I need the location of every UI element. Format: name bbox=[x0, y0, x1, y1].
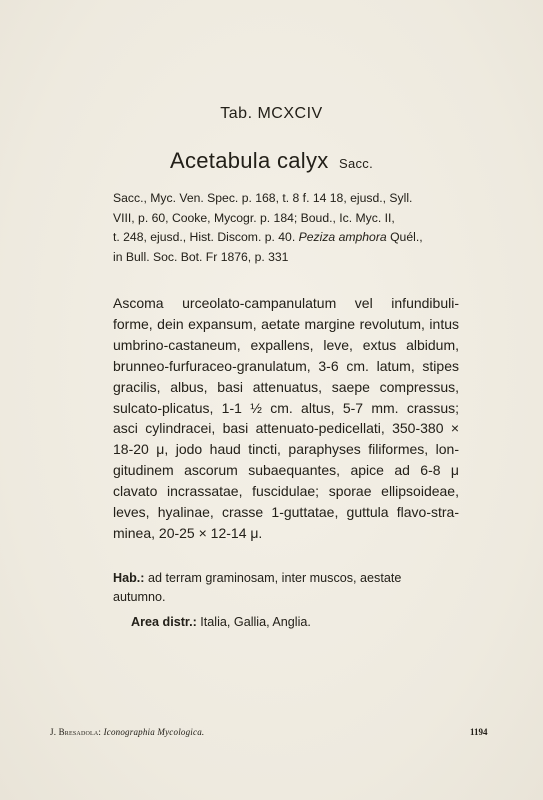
description-line: 18-20 μ, jodo haud tincti, paraphyses filiformes, lon- bbox=[113, 441, 459, 458]
footer-citation bbox=[50, 727, 204, 737]
description-line: gitudinem ascorum subaequantes, apice ad 6-8 μ bbox=[113, 462, 459, 479]
description-line: sulcato-plicatus, 1-1 ½ cm. altus, 5-7 mm. crassus; bbox=[113, 399, 459, 416]
description-line: brunneo-furfuraceo-granulatum, 3-6 cm. latum, stipes bbox=[113, 357, 459, 374]
reference-line: in Bull. Soc. Bot. Fr 1876, p. 331 bbox=[113, 249, 289, 264]
references-block bbox=[113, 189, 458, 267]
description-line: gracilis, albus, basi attenuatus, saepe compressus, bbox=[113, 378, 459, 395]
description-line: asci cylindracei, basi attenuato-pedicellati, 350-380 × bbox=[113, 420, 459, 437]
distribution-block bbox=[131, 613, 451, 632]
footer-author: J. Bresadola: bbox=[50, 727, 102, 737]
description-line: leves, hyalinae, crasse 1-guttatae, guttula flavo-stra- bbox=[113, 504, 459, 521]
description-line: minea, 20-25 × 12-14 μ. bbox=[113, 524, 263, 541]
page-number: 1194 bbox=[470, 727, 488, 737]
description-block bbox=[113, 293, 459, 544]
species-title bbox=[0, 148, 543, 174]
reference-text: t. 248, ejusd., Hist. Discom. p. 40. bbox=[113, 230, 296, 244]
plate-number: Tab. MCXCIV bbox=[220, 105, 323, 122]
habitat-line bbox=[113, 569, 458, 588]
reference-line bbox=[113, 228, 458, 248]
reference-text: Quél., bbox=[390, 230, 423, 244]
description-line: Ascoma urceolato-campanulatum vel infundibuli- bbox=[113, 295, 459, 311]
reference-line: Sacc., Myc. Ven. Spec. p. 168, t. 8 f. 14 18, ejusd., Syll. bbox=[113, 191, 413, 205]
reference-synonym: Peziza amphora bbox=[298, 230, 387, 244]
description-line: forme, dein expansum, aetate margine revolutum, intus bbox=[113, 315, 459, 332]
description-line: clavato incrassatae, fuscidulae; sporae ellipsoideae, bbox=[113, 483, 459, 500]
habitat-line: autumno. bbox=[113, 590, 166, 604]
description-line: umbrino-castaneum, expallens, leve, extus albidum, bbox=[113, 336, 459, 353]
distribution-text: Italia, Gallia, Anglia. bbox=[200, 615, 311, 629]
footer-work: Iconographia Mycologica. bbox=[103, 727, 205, 737]
species-author: Sacc. bbox=[339, 156, 374, 171]
habitat-label: Hab.: bbox=[113, 571, 145, 585]
species-name: Acetabula calyx bbox=[169, 148, 329, 173]
distribution-label: Area distr.: bbox=[131, 615, 197, 629]
habitat-text: ad terram graminosam, inter muscos, aestate bbox=[147, 571, 402, 585]
habitat-block bbox=[113, 569, 458, 607]
reference-line: VIII, p. 60, Cooke, Mycogr. p. 184; Boud., Ic. Myc. II, bbox=[113, 210, 395, 225]
